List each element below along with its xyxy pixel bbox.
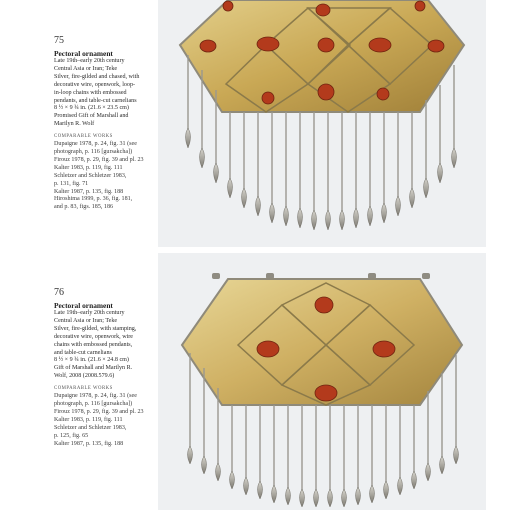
comparable-work-line: Firouz 1978, p. 29, fig. 39 and pl. 23 bbox=[54, 408, 144, 415]
entry-number: 76 bbox=[54, 287, 64, 298]
entry-title: Pectoral ornament bbox=[54, 301, 113, 310]
comparable-work-line: Dupaigne 1978, p. 24, fig. 31 (see bbox=[54, 141, 137, 148]
pectoral-ornament-75-image bbox=[158, 0, 486, 247]
comparable-work-line: Kalter 1987, p. 135, fig. 188 bbox=[54, 188, 124, 195]
entry-line: Late 19th–early 20th century bbox=[54, 310, 125, 316]
entry-line: Silver, fire-gilded and chased, with bbox=[54, 73, 140, 80]
entry-line: Silver, fire-gilded, with stamping, bbox=[54, 325, 137, 332]
entry-line: 8 ½ × 9 ¾ in. (21.6 × 23.5 cm) bbox=[54, 105, 129, 112]
comparable-work-line: Firouz 1978, p. 29, fig. 39 and pl. 23 bbox=[54, 156, 144, 163]
comparable-work-line: Dupaigne 1978, p. 24, fig. 31 (see bbox=[54, 393, 137, 400]
entry-line: chains with embossed pendants, bbox=[54, 341, 133, 348]
comparable-work-line: p. 131, fig. 71 bbox=[54, 180, 89, 187]
entry-line: 8 ½ × 9 ¾ in. (21.6 × 24.8 cm) bbox=[54, 357, 129, 364]
comparable-works-heading: COMPARABLE WORKS bbox=[54, 134, 113, 140]
entry-line: Central Asia or Iran; Teke bbox=[54, 65, 118, 72]
entry-line: Central Asia or Iran; Teke bbox=[54, 317, 118, 324]
entry-line: pendants, and table-cut carnelians bbox=[54, 97, 137, 104]
entry-line: Wolf, 2008 (2008.579.6) bbox=[54, 373, 115, 380]
entry-line: decorative wire, openwork, wire bbox=[54, 333, 134, 340]
entry-line: decorative wire, openwork, loop- bbox=[54, 81, 136, 88]
comparable-work-line: Hiroshima 1999, p. 36, fig. 181, bbox=[54, 196, 133, 203]
photo-pectoral-ornament-75 bbox=[158, 0, 486, 247]
comparable-work-line: Kalter 1983, p. 119, fig. 111 bbox=[54, 164, 123, 171]
entry-line: Gift of Marshall and Marilyn R. bbox=[54, 365, 133, 372]
catalogue-entry-75 bbox=[54, 35, 164, 212]
comparable-work-line: Schletzer and Schletzer 1983, bbox=[54, 424, 127, 431]
pectoral-ornament-76-image bbox=[158, 253, 486, 510]
entry-line: Marilyn R. Wolf bbox=[54, 121, 95, 128]
entry-line: Late 19th–early 20th century bbox=[54, 58, 125, 64]
comparable-works-heading: COMPARABLE WORKS bbox=[54, 386, 113, 392]
comparable-work-line: Kalter 1987, p. 135, fig. 188 bbox=[54, 440, 124, 447]
comparable-work-line: photograph, p. 116 [gursakcha]) bbox=[54, 148, 133, 155]
entry-number: 75 bbox=[54, 35, 64, 46]
comparable-work-line: Kalter 1983, p. 119, fig. 111 bbox=[54, 416, 123, 423]
photo-pectoral-ornament-76 bbox=[158, 253, 486, 510]
catalogue-entry-76 bbox=[54, 287, 164, 448]
entry-line: Promised Gift of Marshall and bbox=[54, 113, 129, 120]
entry-title: Pectoral ornament bbox=[54, 49, 113, 58]
comparable-work-line: photograph, p. 116 [gursakcha]) bbox=[54, 400, 133, 407]
comparable-work-line: p. 125, fig. 65 bbox=[54, 432, 89, 439]
entry-line: and table-cut carnelians bbox=[54, 349, 112, 356]
comparable-work-line: and p. 83, figs. 185, 186 bbox=[54, 204, 114, 211]
entry-line: in-loop chains with embossed bbox=[54, 89, 127, 96]
comparable-work-line: Schletzer and Schletzer 1983, bbox=[54, 172, 127, 179]
